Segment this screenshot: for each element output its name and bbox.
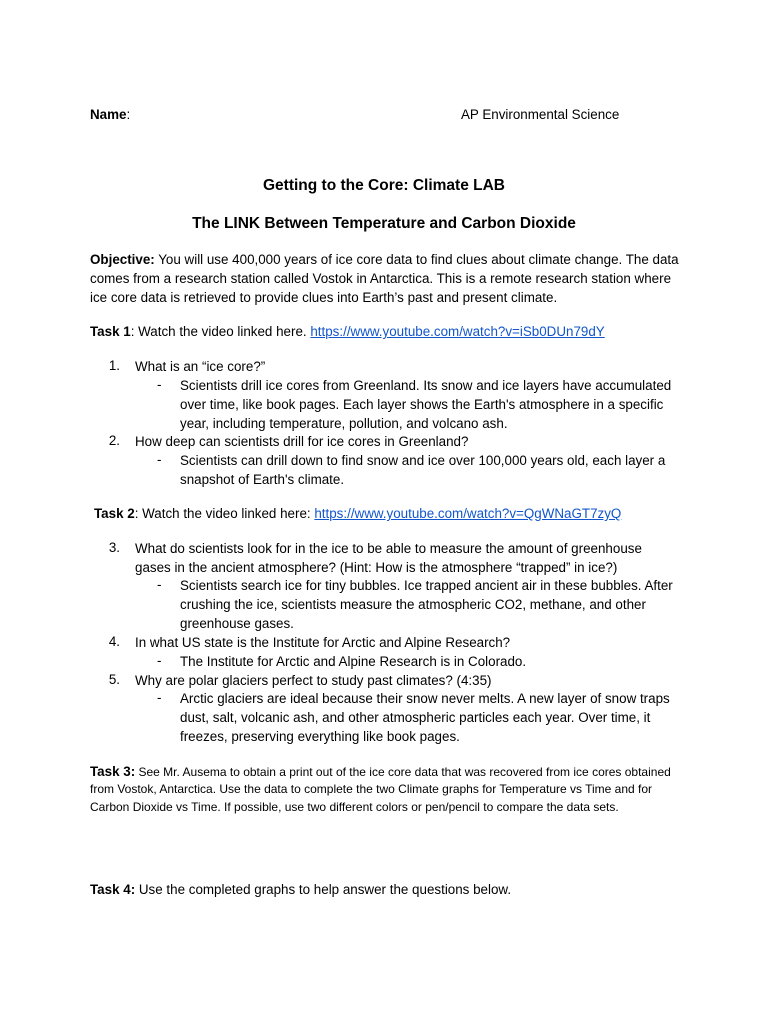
question-2-number: 2. (108, 433, 120, 448)
page-title: Getting to the Core: Climate LAB (263, 177, 505, 194)
answer-5-text: Arctic glaciers are ideal because their snow never melts. A new layer of snow traps dust, salt, volcanic ash, and other atmospheric particles each year. Over time, it freezes, preserving everything like book pages. (180, 691, 670, 744)
answer-1-bullet: - (157, 377, 162, 392)
task3-label: Task 3: (90, 764, 136, 779)
question-2-text: How deep can scientists drill for ice cores in Greenland? (135, 434, 469, 449)
task4-text: Use the completed graphs to help answer the questions below. (135, 882, 512, 897)
question-4-number: 4. (108, 634, 120, 649)
name-field-label: Name: (90, 107, 131, 122)
answer-2-bullet: - (157, 452, 162, 467)
question-3-number: 3. (108, 540, 120, 555)
answer-4-text: The Institute for Arctic and Alpine Research is in Colorado. (180, 654, 527, 669)
answer-5-bullet: - (157, 690, 162, 705)
task1-paragraph (90, 323, 680, 342)
question-3-text: What do scientists look for in the ice to be able to measure the amount of greenhouse gases in the ancient atmosphere? (Hint: How is the atmosphere “trapped” in ice?) (135, 541, 642, 575)
task4-paragraph (90, 881, 680, 900)
task3-paragraph (90, 763, 680, 816)
question-5-text: Why are polar glaciers perfect to study past climates? (4:35) (135, 673, 492, 688)
task1-video-link[interactable]: https://www.youtube.com/watch?v=iSb0DUn79dY (310, 324, 605, 339)
question-1-text: What is an “ice core?” (135, 359, 266, 374)
answer-4-bullet: - (157, 653, 162, 668)
task2-paragraph (94, 505, 684, 524)
task1-text: : Watch the video linked here. (130, 324, 311, 339)
objective-paragraph (90, 251, 680, 307)
course-name: AP Environmental Science (461, 107, 620, 122)
answer-3-bullet: - (157, 577, 162, 592)
answer-2-text: Scientists can drill down to find snow and ice over 100,000 years old, each layer a snapshot of Earth's climate. (180, 453, 666, 487)
task4-label: Task 4: (90, 882, 136, 897)
answer-1-text: Scientists drill ice cores from Greenland. Its snow and ice layers have accumulated over time, like book pages. Each layer shows the Earth's atmosphere in a specific year, including temperature, pollution, and volcano ash. (180, 378, 672, 431)
task3-text: See Mr. Ausema to obtain a print out of the ice core data that was recovered from ice cores obtained from Vostok, Antarctica. Use the data to complete the two Climate graphs for Temperature vs Time and for Carbon Dioxide vs Time. If possible, use two different colors or pen/pencil to compare the data sets. (90, 765, 671, 814)
question-5-number: 5. (108, 672, 120, 687)
question-4-text: In what US state is the Institute for Arctic and Alpine Research? (135, 635, 511, 650)
task1-label: Task 1 (90, 324, 131, 339)
task2-text: : Watch the video linked here: (134, 506, 315, 521)
task2-video-link[interactable]: https://www.youtube.com/watch?v=QgWNaGT7zyQ (314, 506, 622, 521)
question-1-number: 1. (108, 358, 120, 373)
objective-label: Objective: (90, 252, 155, 267)
task2-label: Task 2 (94, 506, 135, 521)
objective-text: You will use 400,000 years of ice core data to find clues about climate change. The data comes from a research station called Vostok in Antarctica. This is a remote research station where ice core data is retrieved to provide clues into Earth’s past and present climate. (90, 252, 679, 305)
page-subtitle: The LINK Between Temperature and Carbon Dioxide (192, 215, 576, 232)
answer-3-text: Scientists search ice for tiny bubbles. Ice trapped ancient air in these bubbles. After crushing the ice, scientists measure the atmospheric CO2, methane, and other greenhouse gases. (180, 578, 673, 631)
